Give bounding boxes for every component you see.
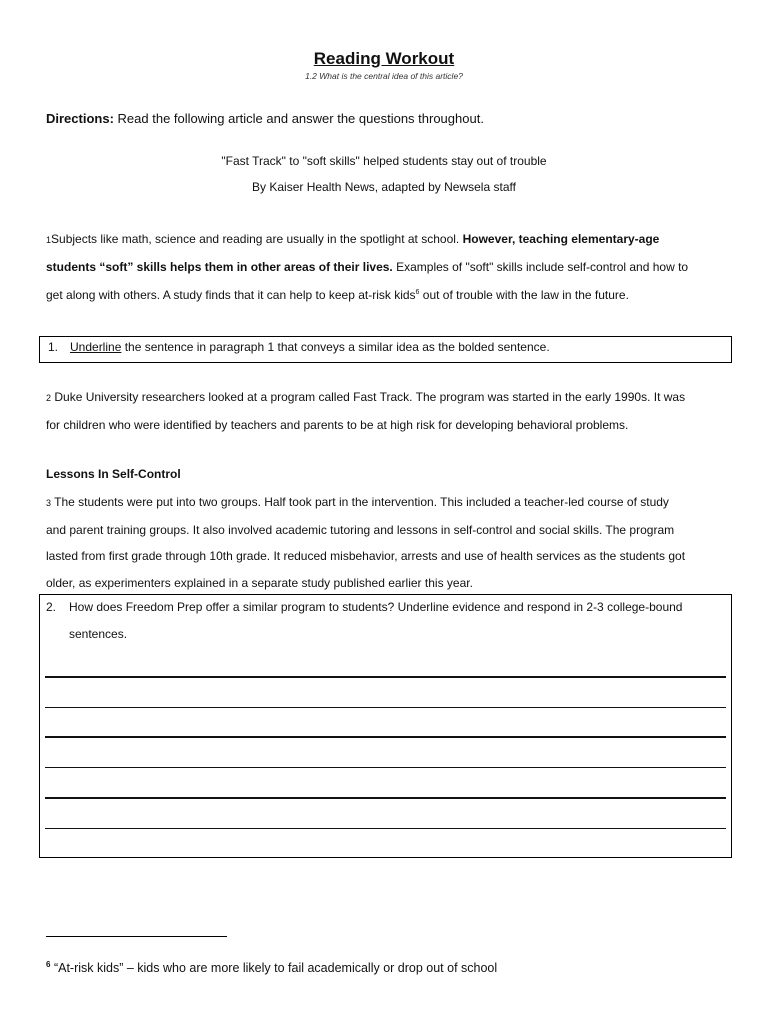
paragraph-1-text: out of trouble with the law in the future. — [419, 288, 629, 302]
paragraph-2-text: Duke University researchers looked at a program called Fast Track. The program was started in the early 1990s. It was — [54, 390, 686, 404]
question-2-text-cont: sentences. — [69, 626, 128, 641]
footnote-number: 6 — [46, 960, 51, 969]
paragraph-3 — [46, 489, 726, 596]
article-byline: By Kaiser Health News, adapted by Newsela staff — [252, 180, 516, 194]
answer-line-5[interactable] — [45, 797, 726, 799]
paragraph-1-text: Examples of "soft" skills include self-control and how to — [392, 259, 689, 274]
directions-label: Directions: — [46, 111, 114, 126]
paragraph-3-line-3: lasted from first grade through 10th grade. It reduced misbehavior, arrests and use of health services as the students got — [46, 549, 686, 563]
paragraph-3-line-1 — [46, 489, 726, 517]
bolded-sentence-part-1: However, teaching elementary-age — [462, 232, 660, 246]
answer-line-1[interactable] — [45, 676, 726, 678]
answer-line-2[interactable] — [45, 707, 726, 708]
footnote-text: “At-risk kids” – kids who are more likely to fail academically or drop out of school — [53, 961, 498, 976]
paragraph-2 — [46, 384, 726, 438]
page-title: Reading Workout — [313, 49, 455, 68]
question-2-prompt — [46, 594, 726, 647]
question-1-text: the sentence in paragraph 1 that conveys a similar idea as the bolded sentence. — [121, 340, 550, 354]
footnote-rule — [46, 936, 227, 937]
question-2-number: 2. — [46, 600, 57, 614]
paragraph-3-text: The students were put into two groups. Half took part in the intervention. This included a teacher-led course of study — [54, 495, 669, 509]
directions — [46, 111, 484, 126]
paragraph-3-line-4: older, as experimenters explained in a separate study published earlier this year. — [46, 575, 473, 590]
paragraph-1 — [46, 226, 726, 309]
question-2-text: How does Freedom Prep offer a similar program to students? Underline evidence and respond in 2-3 college-bound — [69, 600, 683, 614]
paragraph-1-line-3 — [46, 280, 726, 309]
paragraph-1-text: Subjects like math, science and reading are usually in the spotlight at school. — [51, 232, 463, 246]
question-1-number: 1. — [48, 340, 59, 354]
paragraph-1-line-1 — [46, 226, 726, 254]
paragraph-1-text: get along with others. A study finds that it can help to keep at-risk kids — [46, 288, 416, 302]
page-subtitle: 1.2 What is the central idea of this article? — [305, 71, 463, 81]
directions-text: Read the following article and answer the questions throughout. — [117, 111, 484, 126]
answer-line-3[interactable] — [45, 736, 726, 738]
question-1-verb: Underline — [70, 340, 122, 354]
question-1-box — [39, 336, 732, 363]
paragraph-number: 1 — [46, 235, 52, 245]
paragraph-2-line-1 — [46, 384, 726, 412]
paragraph-number: 2 — [46, 393, 52, 403]
paragraph-2-line-2: for children who were identified by teachers and parents to be at high risk for developing behavioral problems. — [46, 417, 629, 432]
footnote-marker[interactable]: 6 — [415, 289, 420, 296]
article-title: "Fast Track" to "soft skills" helped students stay out of trouble — [221, 154, 547, 168]
answer-line-6[interactable] — [45, 828, 726, 829]
footnote — [46, 960, 497, 975]
paragraph-3-line-2: and parent training groups. It also involved academic tutoring and lessons in self-control and social skills. The program — [46, 522, 675, 537]
answer-line-4[interactable] — [45, 767, 726, 768]
bolded-sentence-part-2: students “soft” skills helps them in other areas of their lives. — [46, 259, 393, 274]
paragraph-number: 3 — [46, 498, 52, 508]
section-heading: Lessons In Self-Control — [46, 467, 181, 481]
paragraph-1-line-2 — [46, 254, 726, 281]
